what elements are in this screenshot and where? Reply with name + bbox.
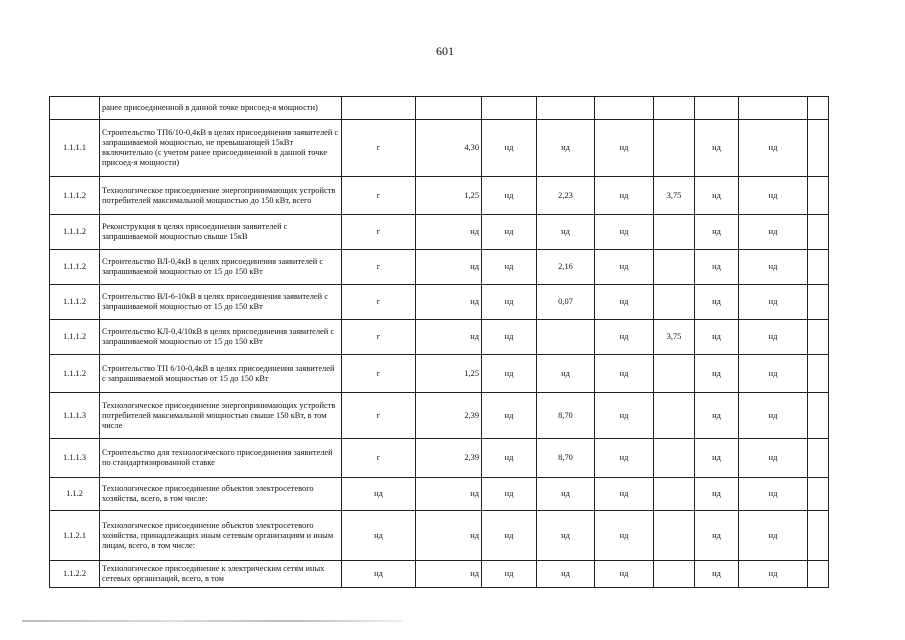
value-cell-c4: нд bbox=[537, 478, 595, 511]
value-cell-c1: г bbox=[342, 439, 416, 478]
value-cell-c7: нд bbox=[695, 215, 739, 250]
value-cell-c7: нд bbox=[695, 393, 739, 439]
table-row bbox=[50, 478, 829, 511]
value-cell-end bbox=[808, 439, 829, 478]
value-cell-c6 bbox=[654, 120, 695, 177]
value-cell-c6 bbox=[654, 355, 695, 393]
row-description: Строительство ТП 6/10-0,4кВ в целях присоединения заявителей с запрашиваемой мощностью от 15 до 150 кВт bbox=[100, 355, 342, 393]
value-cell-c8 bbox=[739, 97, 808, 120]
value-cell-end bbox=[808, 250, 829, 285]
table-row bbox=[50, 97, 829, 120]
value-cell-end bbox=[808, 561, 829, 588]
value-cell-c6 bbox=[654, 215, 695, 250]
value-cell-c7: нд bbox=[695, 511, 739, 561]
value-cell-c3: нд bbox=[482, 355, 537, 393]
value-cell-c8: нд bbox=[739, 215, 808, 250]
value-cell-c2: 4,30 bbox=[416, 120, 482, 177]
value-cell-c1: г bbox=[342, 320, 416, 355]
value-cell-c2: нд bbox=[416, 561, 482, 588]
value-cell-c4: 0,07 bbox=[537, 285, 595, 320]
scan-edge-strip bbox=[22, 620, 402, 622]
value-cell-c3: нд bbox=[482, 439, 537, 478]
value-cell-c1: нд bbox=[342, 511, 416, 561]
row-description: Строительство ТП6/10-0,4кВ в целях присоединения заявителей с запрашиваемой мощностью, не превышающей 15кВт включительно (с учетом ранее присоединенной в данной точке присоед-я мощности) bbox=[100, 120, 342, 177]
value-cell-c1: нд bbox=[342, 561, 416, 588]
table-row bbox=[50, 120, 829, 177]
row-description: Технологическое присоединение к электрическим сетям иных сетевых организаций, всего, в том bbox=[100, 561, 342, 588]
value-cell-c8: нд bbox=[739, 478, 808, 511]
value-cell-c2: 2,39 bbox=[416, 393, 482, 439]
value-cell-c8: нд bbox=[739, 177, 808, 215]
row-code: 1.1.1.2 bbox=[50, 320, 100, 355]
value-cell-c7: нд bbox=[695, 320, 739, 355]
value-cell-c2 bbox=[416, 97, 482, 120]
table-row bbox=[50, 320, 829, 355]
value-cell-c5: нд bbox=[595, 355, 654, 393]
value-cell-c2: нд bbox=[416, 320, 482, 355]
table-row bbox=[50, 285, 829, 320]
value-cell-c7: нд bbox=[695, 478, 739, 511]
value-cell-c5: нд bbox=[595, 250, 654, 285]
value-cell-c1: г bbox=[342, 393, 416, 439]
value-cell-c6 bbox=[654, 478, 695, 511]
value-cell-end bbox=[808, 215, 829, 250]
value-cell-c5: нд bbox=[595, 439, 654, 478]
value-cell-c4: 2,23 bbox=[537, 177, 595, 215]
value-cell-c2: нд bbox=[416, 215, 482, 250]
value-cell-c1: нд bbox=[342, 478, 416, 511]
value-cell-c7: нд bbox=[695, 561, 739, 588]
row-code: 1.1.1.2 bbox=[50, 355, 100, 393]
value-cell-c3: нд bbox=[482, 120, 537, 177]
table-row bbox=[50, 511, 829, 561]
page-number: 601 bbox=[436, 44, 454, 58]
value-cell-c2: нд bbox=[416, 250, 482, 285]
value-cell-end bbox=[808, 120, 829, 177]
value-cell-c1: г bbox=[342, 215, 416, 250]
value-cell-c3: нд bbox=[482, 511, 537, 561]
value-cell-c2: 2,39 bbox=[416, 439, 482, 478]
value-cell-c2: нд bbox=[416, 511, 482, 561]
row-code: 1.1.1.3 bbox=[50, 439, 100, 478]
value-cell-c4: нд bbox=[537, 355, 595, 393]
value-cell-c6 bbox=[654, 511, 695, 561]
value-cell-c5: нд bbox=[595, 215, 654, 250]
value-cell-c8: нд bbox=[739, 285, 808, 320]
value-cell-c4: 8,70 bbox=[537, 439, 595, 478]
row-description: ранее присоединенной в данной точке присоед-я мощности) bbox=[100, 97, 342, 120]
value-cell-c2: 1,25 bbox=[416, 355, 482, 393]
table-row bbox=[50, 250, 829, 285]
row-code: 1.1.1.1 bbox=[50, 120, 100, 177]
value-cell-c3: нд bbox=[482, 177, 537, 215]
data-table bbox=[49, 96, 829, 588]
value-cell-c1: г bbox=[342, 285, 416, 320]
value-cell-c1: г bbox=[342, 355, 416, 393]
value-cell-c4: нд bbox=[537, 511, 595, 561]
value-cell-c3: нд bbox=[482, 561, 537, 588]
table-row bbox=[50, 177, 829, 215]
value-cell-c5: нд bbox=[595, 177, 654, 215]
row-code: 1.1.1.2 bbox=[50, 285, 100, 320]
value-cell-end bbox=[808, 355, 829, 393]
value-cell-c4 bbox=[537, 97, 595, 120]
value-cell-c8: нд bbox=[739, 561, 808, 588]
value-cell-c5: нд bbox=[595, 285, 654, 320]
value-cell-c1 bbox=[342, 97, 416, 120]
row-description: Технологическое присоединение энергопринимающих устройств потребителей максимальной мощностью до 150 кВт, всего bbox=[100, 177, 342, 215]
value-cell-c5 bbox=[595, 97, 654, 120]
value-cell-c5: нд bbox=[595, 511, 654, 561]
value-cell-c8: нд bbox=[739, 120, 808, 177]
row-description: Технологическое присоединение объектов электросетевого хозяйства, принадлежащих иным сетевым организациям и иным лицам, всего, в том числе: bbox=[100, 511, 342, 561]
value-cell-c7: нд bbox=[695, 439, 739, 478]
value-cell-c3: нд bbox=[482, 285, 537, 320]
value-cell-c2: нд bbox=[416, 478, 482, 511]
table-row bbox=[50, 561, 829, 588]
value-cell-c2: нд bbox=[416, 285, 482, 320]
value-cell-c8: нд bbox=[739, 439, 808, 478]
value-cell-c6 bbox=[654, 439, 695, 478]
value-cell-c4: нд bbox=[537, 120, 595, 177]
row-code: 1.1.2 bbox=[50, 478, 100, 511]
value-cell-c7: нд bbox=[695, 177, 739, 215]
value-cell-c6: 3,75 bbox=[654, 320, 695, 355]
row-code: 1.1.1.3 bbox=[50, 393, 100, 439]
value-cell-c5: нд bbox=[595, 393, 654, 439]
value-cell-c4 bbox=[537, 320, 595, 355]
value-cell-c8: нд bbox=[739, 393, 808, 439]
value-cell-end bbox=[808, 177, 829, 215]
value-cell-c7: нд bbox=[695, 285, 739, 320]
value-cell-c4: нд bbox=[537, 561, 595, 588]
value-cell-c6: 3,75 bbox=[654, 177, 695, 215]
value-cell-c7 bbox=[695, 97, 739, 120]
value-cell-end bbox=[808, 511, 829, 561]
value-cell-c1: г bbox=[342, 177, 416, 215]
row-code: 1.1.1.2 bbox=[50, 215, 100, 250]
value-cell-c8: нд bbox=[739, 320, 808, 355]
table-row bbox=[50, 439, 829, 478]
row-description: Строительство для технологического присоединения заявителей по стандартизированной ставке bbox=[100, 439, 342, 478]
table-row bbox=[50, 393, 829, 439]
value-cell-c8: нд bbox=[739, 250, 808, 285]
value-cell-c1: г bbox=[342, 250, 416, 285]
value-cell-c6 bbox=[654, 97, 695, 120]
value-cell-c4: нд bbox=[537, 215, 595, 250]
value-cell-end bbox=[808, 478, 829, 511]
row-description: Строительство ВЛ-0,4кВ в целях присоединения заявителей с запрашиваемой мощностью от 15 до 150 кВт bbox=[100, 250, 342, 285]
value-cell-c5: нд bbox=[595, 120, 654, 177]
value-cell-end bbox=[808, 285, 829, 320]
value-cell-c6 bbox=[654, 250, 695, 285]
value-cell-c8: нд bbox=[739, 511, 808, 561]
value-cell-c6 bbox=[654, 285, 695, 320]
value-cell-c6 bbox=[654, 561, 695, 588]
value-cell-c6 bbox=[654, 393, 695, 439]
row-description: Строительство ВЛ-6-10кВ в целях присоединения заявителей с запрашиваемой мощностью от 15 до 150 кВт bbox=[100, 285, 342, 320]
value-cell-c3: нд bbox=[482, 250, 537, 285]
value-cell-c8: нд bbox=[739, 355, 808, 393]
value-cell-c2: 1,25 bbox=[416, 177, 482, 215]
value-cell-c5: нд bbox=[595, 561, 654, 588]
table-row bbox=[50, 355, 829, 393]
row-code: 1.1.2.2 bbox=[50, 561, 100, 588]
value-cell-end bbox=[808, 320, 829, 355]
row-description: Реконструкция в целях присоединения заявителей с запрашиваемой мощностью свыше 15кВ bbox=[100, 215, 342, 250]
value-cell-c1: г bbox=[342, 120, 416, 177]
value-cell-c3: нд bbox=[482, 478, 537, 511]
table-body bbox=[50, 97, 829, 588]
value-cell-c7: нд bbox=[695, 355, 739, 393]
value-cell-end bbox=[808, 393, 829, 439]
row-description: Технологическое присоединение энергопринимающих устройств потребителей максимальной мощностью свыше 150 кВт, в том числе bbox=[100, 393, 342, 439]
value-cell-c3: нд bbox=[482, 393, 537, 439]
value-cell-c5: нд bbox=[595, 478, 654, 511]
value-cell-c4: 2,16 bbox=[537, 250, 595, 285]
value-cell-c7: нд bbox=[695, 120, 739, 177]
table-row bbox=[50, 215, 829, 250]
row-code bbox=[50, 97, 100, 120]
row-code: 1.1.2.1 bbox=[50, 511, 100, 561]
row-description: Технологическое присоединение объектов электросетевого хозяйства, всего, в том числе: bbox=[100, 478, 342, 511]
value-cell-c3 bbox=[482, 97, 537, 120]
value-cell-c7: нд bbox=[695, 250, 739, 285]
row-description: Строительство КЛ-0,4/10кВ в целях присоединения заявителей с запрашиваемой мощностью от 15 до 150 кВт bbox=[100, 320, 342, 355]
row-code: 1.1.1.2 bbox=[50, 250, 100, 285]
value-cell-c3: нд bbox=[482, 320, 537, 355]
value-cell-c5: нд bbox=[595, 320, 654, 355]
value-cell-c3: нд bbox=[482, 215, 537, 250]
value-cell-end bbox=[808, 97, 829, 120]
row-code: 1.1.1.2 bbox=[50, 177, 100, 215]
value-cell-c4: 8,70 bbox=[537, 393, 595, 439]
